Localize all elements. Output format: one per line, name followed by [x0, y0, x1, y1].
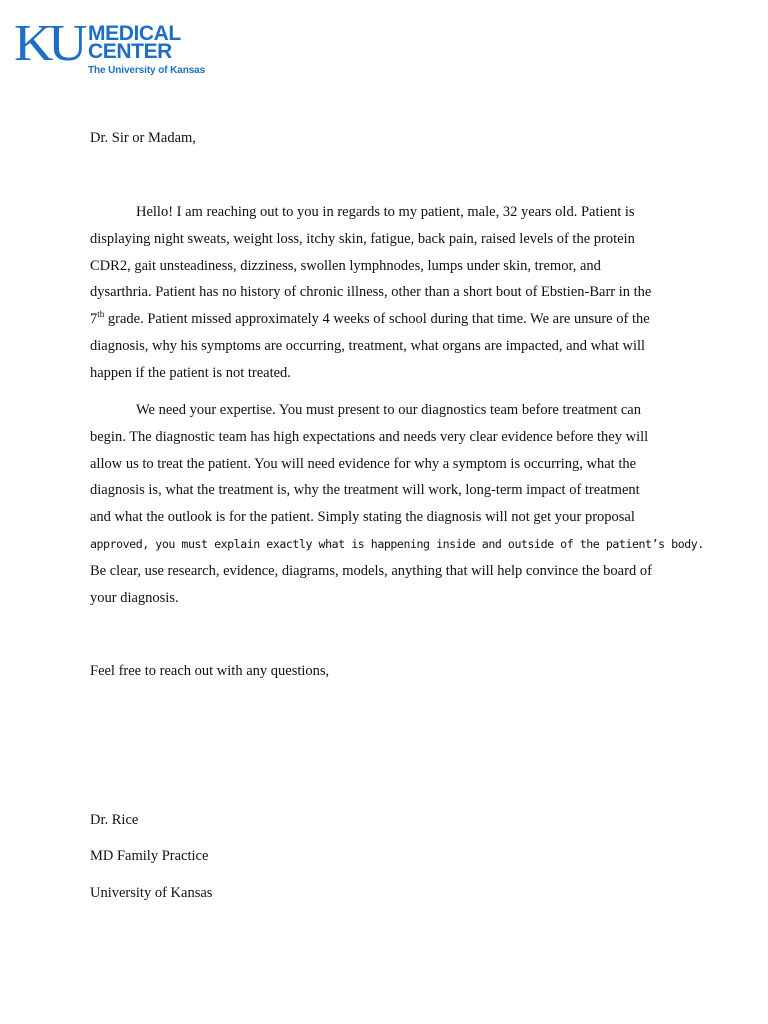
paragraph-1-line: Hello! I am reaching out to you in regards to my patient, male, 32 years old. Patient is: [136, 204, 635, 220]
grade-superscript: th: [97, 309, 105, 320]
paragraph-1-line: happen if the patient is not treated.: [90, 364, 291, 381]
paragraph-1-line: displaying night sweats, weight loss, itchy skin, fatigue, back pain, raised levels of the protein: [90, 230, 635, 247]
signature-name: Dr. Rice: [90, 812, 139, 828]
closing-line: Feel free to reach out with any questions,: [90, 663, 330, 679]
paragraph-2-line: your diagnosis.: [90, 589, 179, 606]
signature-institution: University of Kansas: [90, 885, 213, 901]
paragraph-1-line: [90, 306, 680, 333]
paragraph-1-line: dysarthria. Patient has no history of chronic illness, other than a short bout of Ebstien-Barr in the: [90, 284, 652, 301]
paragraph-1-line: CDR2, gait unsteadiness, dizziness, swollen lymphnodes, lumps under skin, tremor, and: [90, 257, 601, 274]
logo-university-text: The University of Kansas: [88, 65, 206, 76]
logo-center-text: CENTER: [88, 40, 172, 63]
logo-ku-letters: KU: [14, 15, 83, 72]
paragraph-2-line: diagnosis is, what the treatment is, why the treatment will work, long-term impact of treatment: [90, 482, 640, 499]
grade-number: 7: [90, 311, 98, 328]
paragraph-2-line: and what the outlook is for the patient. Simply stating the diagnosis will not get your proposal: [90, 509, 635, 526]
paragraph-2-line: We need your expertise. You must present to our diagnostics team before treatment can: [136, 402, 641, 418]
paragraph-2: [90, 397, 704, 611]
paragraph-2-line: allow us to treat the patient. You will need evidence for why a symptom is occurring, what the: [90, 455, 637, 472]
grade-line-rest: grade. Patient missed approximately 4 weeks of school during that time. We are unsure of the: [104, 311, 650, 328]
paragraph-2-line: Be clear, use research, evidence, diagrams, models, anything that will help convince the board of: [90, 562, 652, 579]
paragraph-1: [90, 199, 680, 387]
paragraph-2-line-fallback-font: approved, you must explain exactly what is happening inside and outside of the patient’s body.: [90, 536, 704, 551]
signature-title: MD Family Practice: [90, 848, 209, 864]
paragraph-1-line: diagnosis, why his symptoms are occurring, treatment, what organs are impacted, and what will: [90, 337, 646, 354]
ku-medical-center-logo: [14, 15, 214, 80]
logo-medical-text: MEDICAL: [88, 22, 181, 45]
salutation: Dr. Sir or Madam,: [90, 130, 196, 146]
paragraph-2-line: begin. The diagnostic team has high expectations and needs very clear evidence before they will: [90, 428, 649, 445]
